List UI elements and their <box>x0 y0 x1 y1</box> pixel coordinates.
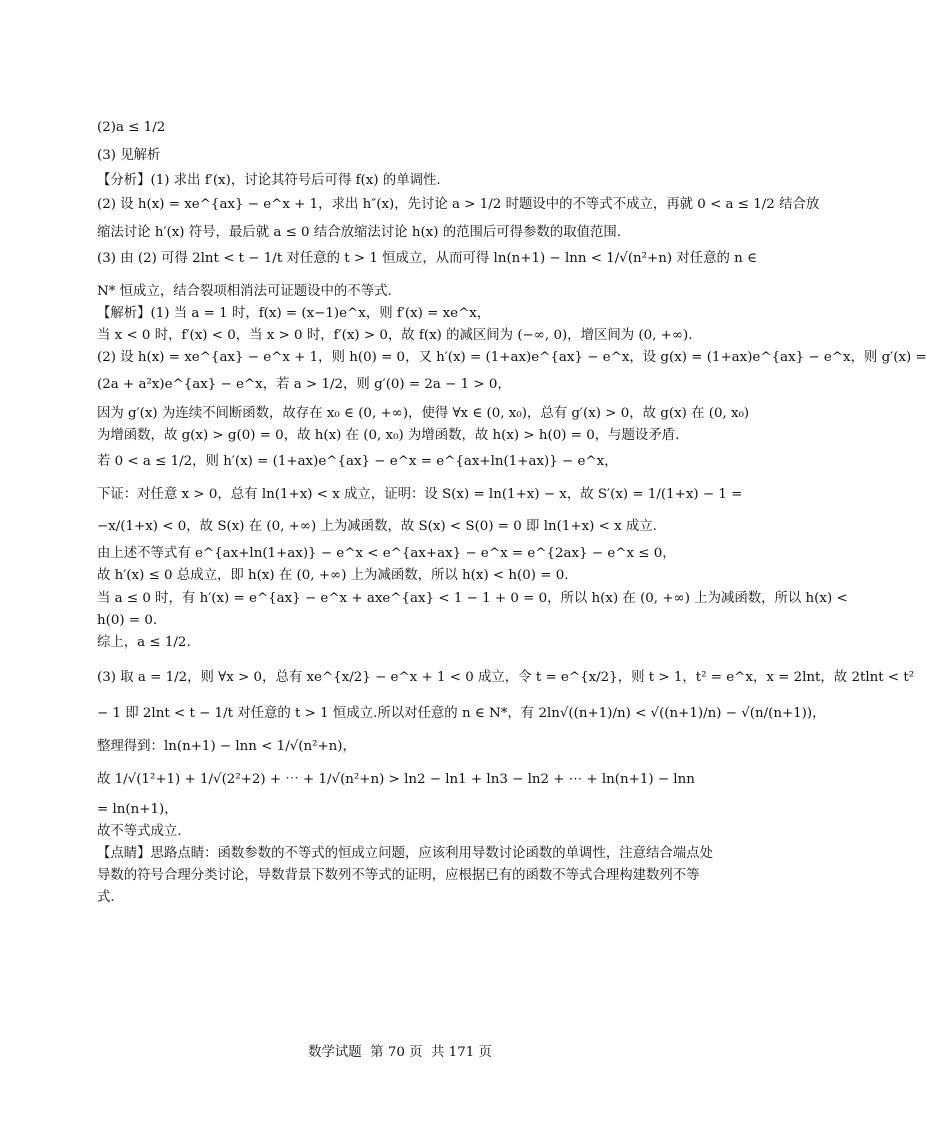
analysis-line-5: N* 恒成立，结合裂项相消法可证题设中的不等式. <box>97 284 392 299</box>
solution-line-18: 故 1/√(1²+1) + 1/√(2²+2) + ⋯ + 1/√(n²+n) > ln2 − ln1 + ln3 − ln2 + ⋯ + ln(n+1) − lnn <box>97 772 695 787</box>
solution-line-6: 为增函数，故 g(x) > g(0) = 0，故 h(x) 在 (0, x₀) 为增函数，故 h(x) > h(0) = 0，与题设矛盾. <box>97 428 680 443</box>
solution-line-7: 若 0 < a ≤ 1/2，则 h′(x) = (1+ax)e^{ax} − e^x = e^{ax+ln(1+ax)} − e^x， <box>97 454 618 469</box>
solution-line-14: 综上，a ≤ 1/2. <box>97 635 191 650</box>
solution-line-10: 由上述不等式有 e^{ax+ln(1+ax)} − e^x < e^{ax+ax} − e^x = e^{2ax} − e^x ≤ 0， <box>97 546 676 561</box>
solution-line-15: (3) 取 a = 1/2，则 ∀x > 0，总有 xe^{x/2} − e^x + 1 < 0 成立，令 t = e^{x/2}，则 t > 1，t² = e^x，x = 2lnt，故 2tlnt < t² <box>97 670 915 685</box>
analysis-line-2: (2) 设 h(x) = xe^{ax} − e^x + 1，求出 h″(x)，先讨论 a > 1/2 时题设中的不等式不成立，再就 0 < a ≤ 1/2 结合放 <box>97 197 820 212</box>
analysis-line-3: 缩法讨论 h′(x) 符号，最后就 a ≤ 0 结合放缩法讨论 h(x) 的范围后可得参数的取值范围. <box>97 225 622 240</box>
solution-line-19: = ln(n+1)， <box>97 802 178 817</box>
analysis-line-4: (3) 由 (2) 可得 2lnt < t − 1/t 对任意的 t > 1 恒成立，从而可得 ln(n+1) − lnn < 1/√(n²+n) 对任意的 n ∈ <box>97 251 757 266</box>
solution-line-4: (2a + a²x)e^{ax} − e^x，若 a > 1/2，则 g′(0) = 2a − 1 > 0， <box>97 377 511 392</box>
solution-line-20: 故不等式成立. <box>97 824 182 839</box>
solution-line-17: 整理得到：ln(n+1) − lnn < 1/√(n²+n)， <box>97 739 356 754</box>
solution-line-3: (2) 设 h(x) = xe^{ax} − e^x + 1，则 h(0) = 0，又 h′(x) = (1+ax)e^{ax} − e^x，设 g(x) = (1+ax)e^{ax} − e^x，则 g′(x) = <box>97 350 927 365</box>
solution-line-9: −x/(1+x) < 0，故 S(x) 在 (0, +∞) 上为减函数，故 S(x) < S(0) = 0 即 ln(1+x) < x 成立. <box>97 519 657 534</box>
comment-line-2: 导数的符号合理分类讨论，导数背景下数列不等式的证明，应根据已有的函数不等式合理构建数列不等 <box>97 868 700 883</box>
analysis-line-1: 【分析】(1) 求出 f′(x)，讨论其符号后可得 f(x) 的单调性. <box>97 173 441 188</box>
solution-line-1: 【解析】(1) 当 a = 1 时，f(x) = (x−1)e^x，则 f′(x) = xe^x， <box>97 306 491 321</box>
solution-line-5: 因为 g′(x) 为连续不间断函数，故存在 x₀ ∈ (0, +∞)，使得 ∀x ∈ (0, x₀)，总有 g′(x) > 0，故 g(x) 在 (0, x₀) <box>97 406 750 421</box>
solution-line-8: 下证：对任意 x > 0，总有 ln(1+x) < x 成立，证明：设 S(x) = ln(1+x) − x，故 S′(x) = 1/(1+x) − 1 = <box>97 487 743 502</box>
solution-line-12: 当 a ≤ 0 时，有 h′(x) = e^{ax} − e^x + axe^{ax} < 1 − 1 + 0 = 0，所以 h(x) 在 (0, +∞) 上为减函数，所以 h(x) < <box>97 591 848 606</box>
solution-line-2: 当 x < 0 时，f′(x) < 0，当 x > 0 时，f′(x) > 0，故 f(x) 的减区间为 (−∞, 0)，增区间为 (0, +∞). <box>97 328 693 343</box>
answer-part-3: (3) 见解析 <box>97 148 161 163</box>
solution-line-16: − 1 即 2lnt < t − 1/t 对任意的 t > 1 恒成立.所以对任意的 n ∈ N*，有 2ln√((n+1)/n) < √((n+1)/n) − √(n/(n+1))， <box>97 706 826 721</box>
comment-line-3: 式. <box>97 890 115 905</box>
comment-line-1: 【点睛】思路点睛：函数参数的不等式的恒成立问题，应该利用导数讨论函数的单调性，注意结合端点处 <box>97 846 713 861</box>
answer-part-2: (2)a ≤ 1/2 <box>97 120 166 135</box>
solution-line-13: h(0) = 0. <box>97 613 158 628</box>
solution-line-11: 故 h′(x) ≤ 0 总成立，即 h(x) 在 (0, +∞) 上为减函数，所以 h(x) < h(0) = 0. <box>97 568 569 583</box>
page-footer: 数学试题 第 70 页 共 171 页 <box>308 1045 492 1060</box>
